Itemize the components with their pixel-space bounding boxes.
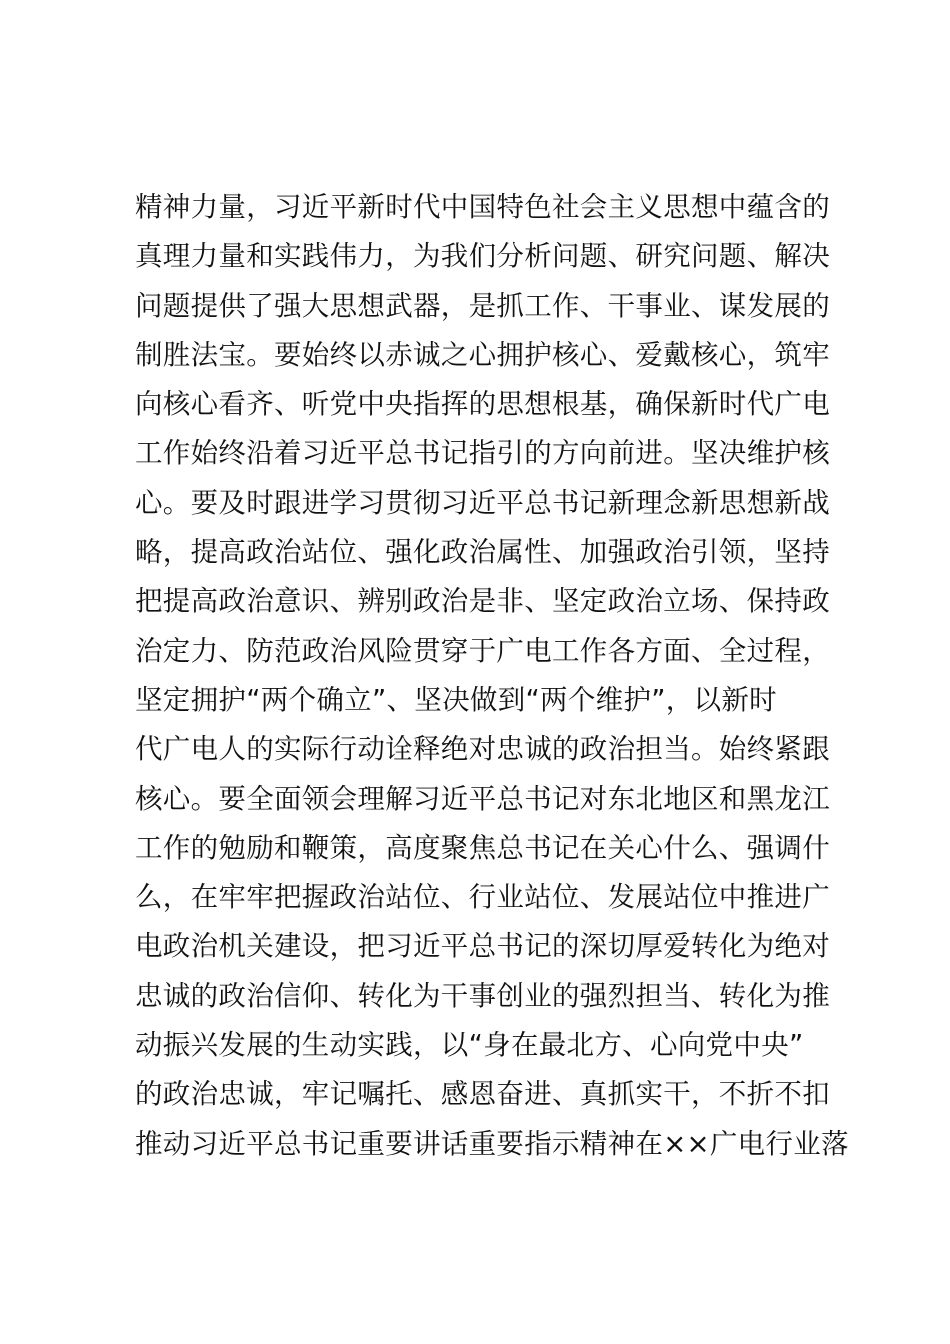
text-line: 真理力量和实践伟力，为我们分析问题、研究问题、解决 (135, 240, 830, 273)
text-line: 核心。要全面领会理解习近平总书记对东北地区和黑龙江 (135, 782, 830, 815)
text-line: 治定力、防范政治风险贯穿于广电工作各方面、全过程， (135, 634, 830, 667)
text-line: 心。要及时跟进学习贯彻习近平总书记新理念新思想新战 (135, 486, 830, 519)
text-line: 问题提供了强大思想武器，是抓工作、干事业、谋发展的 (135, 289, 830, 322)
text-line: 工作的勉励和鞭策，高度聚焦总书记在关心什么、强调什 (135, 831, 830, 864)
text-line: 的政治忠诚，牢记嘱托、感恩奋进、真抓实干，不折不扣 (135, 1078, 830, 1111)
text-line: 忠诚的政治信仰、转化为干事创业的强烈担当、转化为推 (135, 979, 830, 1012)
text-line: 电政治机关建设，把习近平总书记的深切厚爱转化为绝对 (135, 930, 830, 963)
text-line: 动振兴发展的生动实践，以“身在最北方、心向党中央” (135, 1029, 804, 1062)
text-line: 工作始终沿着习近平总书记指引的方向前进。坚决维护核 (135, 437, 830, 470)
body-text (135, 183, 855, 1169)
text-line: 把提高政治意识、辨别政治是非、坚定政治立场、保持政 (135, 585, 830, 618)
text-line: 坚定拥护“两个确立”、坚决做到“两个维护”，以新时 (135, 683, 777, 716)
text-line: 向核心看齐、听党中央指挥的思想根基，确保新时代广电 (135, 388, 830, 421)
text-line: 代广电人的实际行动诠释绝对忠诚的政治担当。始终紧跟 (135, 733, 830, 766)
text-line: 略，提高政治站位、强化政治属性、加强政治引领，坚持 (135, 536, 830, 569)
text-line: 制胜法宝。要始终以赤诚之心拥护核心、爱戴核心，筑牢 (135, 338, 830, 371)
text-line: 么，在牢牢把握政治站位、行业站位、发展站位中推进广 (135, 881, 830, 914)
text-line: 推动习近平总书记重要讲话重要指示精神在××广电行业落 (135, 1127, 849, 1160)
text-line: 精神力量，习近平新时代中国特色社会主义思想中蕴含的 (135, 191, 830, 223)
